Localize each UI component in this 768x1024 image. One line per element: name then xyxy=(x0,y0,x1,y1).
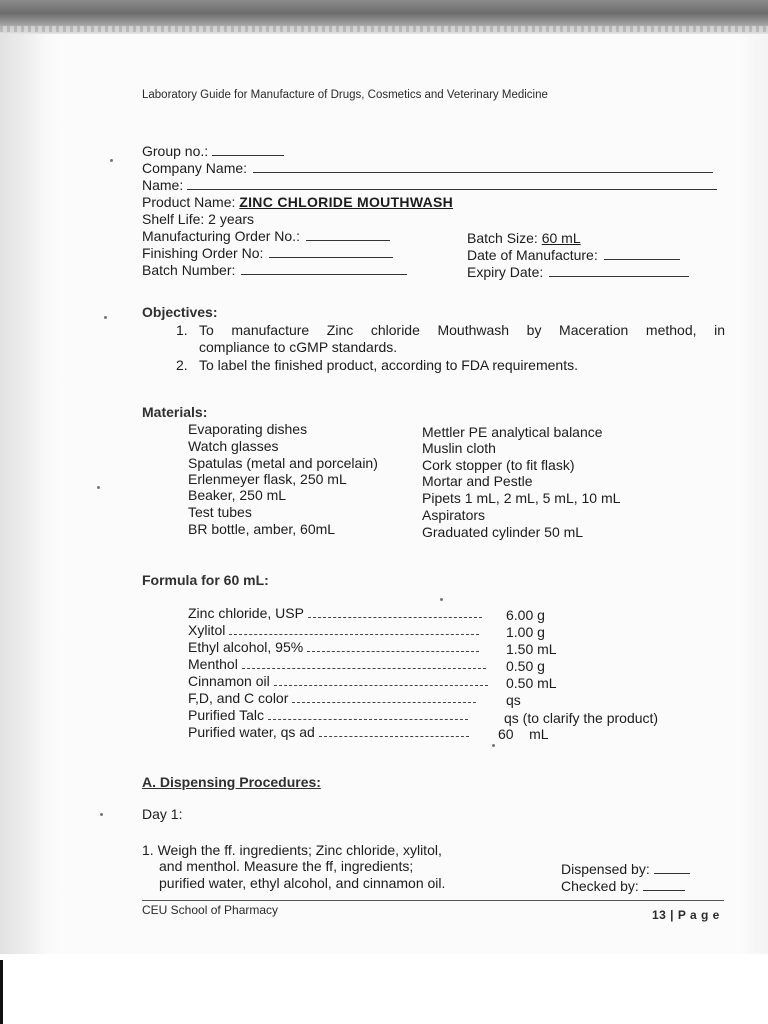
product-label: Product Name: xyxy=(142,194,236,210)
product-value: ZINC CHLORIDE MOUTHWASH xyxy=(239,194,454,210)
ingredient-name: Purified Talc xyxy=(188,707,265,723)
ingredient-name: Cinnamon oil xyxy=(188,673,270,689)
batch-number-label: Batch Number: xyxy=(142,262,236,278)
material-left-6: Test tubes xyxy=(188,504,252,520)
product-field xyxy=(142,194,453,210)
footer-page-number: 13 | P a g e xyxy=(652,908,720,922)
name-blank xyxy=(187,177,717,190)
finishing-order-label: Finishing Order No: xyxy=(142,245,264,261)
material-left-1: Evaporating dishes xyxy=(188,421,308,437)
dispensed-by-field xyxy=(561,861,690,877)
batch-size-field xyxy=(467,230,581,246)
mfg-order-label: Manufacturing Order No.: xyxy=(142,228,300,244)
name-label: Name: xyxy=(142,177,184,193)
ingredient-name: Xylitol xyxy=(188,622,226,638)
expiry-date-label: Expiry Date: xyxy=(467,264,544,280)
material-right-4: Mortar and Pestle xyxy=(422,473,533,489)
date-of-manufacture-blank xyxy=(604,247,680,260)
footer-school: CEU School of Pharmacy xyxy=(142,903,279,917)
date-of-manufacture-label: Date of Manufacture: xyxy=(467,247,598,263)
objective-1-num: 1. xyxy=(176,322,188,338)
scan-speck xyxy=(104,316,107,319)
leader-dots xyxy=(242,658,486,669)
leader-dots xyxy=(292,692,476,703)
scan-left-edge xyxy=(0,34,44,954)
scan-speck xyxy=(492,744,495,747)
ingredient-amount: 60 mL xyxy=(498,726,549,742)
material-left-2: Watch glasses xyxy=(188,438,279,454)
material-left-7: BR bottle, amber, 60mL xyxy=(188,521,336,537)
material-right-7: Graduated cylinder 50 mL xyxy=(422,524,584,540)
leader-dots xyxy=(308,607,482,618)
checked-by-blank xyxy=(643,878,685,891)
date-of-manufacture-field xyxy=(467,247,680,263)
company-field xyxy=(142,160,713,176)
formula-row xyxy=(188,690,480,706)
material-right-6: Aspirators xyxy=(422,507,486,523)
scan-speck xyxy=(440,598,443,601)
formula-heading: Formula for 60 mL: xyxy=(142,572,269,588)
material-left-3: Spatulas (metal and porcelain) xyxy=(188,455,378,471)
formula-row xyxy=(188,673,492,689)
company-blank xyxy=(253,160,713,173)
ingredient-amount: 0.50 mL xyxy=(506,675,557,691)
dispensed-by-blank xyxy=(654,861,690,874)
scan-speck xyxy=(100,813,103,816)
material-left-5: Beaker, 250 mL xyxy=(188,487,287,503)
objective-2-num: 2. xyxy=(176,357,188,373)
ingredient-name: Zinc chloride, USP xyxy=(188,605,304,621)
ingredient-name: Menthol xyxy=(188,656,238,672)
objectives-heading: Objectives: xyxy=(142,304,218,320)
leader-dots xyxy=(274,675,488,686)
ingredient-amount: qs (to clarify the product) xyxy=(504,710,659,726)
material-right-3: Cork stopper (to fit flask) xyxy=(422,457,575,473)
mfg-order-blank xyxy=(306,228,390,241)
company-label: Company Name: xyxy=(142,160,248,176)
mfg-order-field xyxy=(142,228,390,244)
group-blank xyxy=(212,143,284,156)
ingredient-amount: qs xyxy=(506,692,521,708)
formula-row xyxy=(188,622,483,638)
step-line-3: purified water, ethyl alcohol, and cinnamon oil. xyxy=(159,875,446,891)
ingredient-amount: 0.50 g xyxy=(506,658,545,674)
ingredient-name: Purified water, qs ad xyxy=(188,724,315,740)
formula-row xyxy=(188,605,486,621)
name-field xyxy=(142,177,717,193)
formula-row xyxy=(188,724,473,740)
ingredient-name: Ethyl alcohol, 95% xyxy=(188,639,304,655)
leader-dots xyxy=(307,641,479,652)
objective-1-line2: compliance to cGMP standards. xyxy=(199,339,398,355)
leader-dots xyxy=(229,624,479,635)
leader-dots xyxy=(319,726,469,737)
scan-speck xyxy=(97,486,100,489)
checked-by-label: Checked by: xyxy=(561,878,639,894)
leader-dots xyxy=(268,709,468,720)
step-line-1: 1. Weigh the ff. ingredients; Zinc chloride, xylitol, xyxy=(142,842,442,858)
ingredient-name: F,D, and C color xyxy=(188,690,289,706)
footer-rule xyxy=(142,900,724,901)
formula-row xyxy=(188,639,483,655)
batch-size-label: Batch Size: xyxy=(467,230,538,246)
material-left-4: Erlenmeyer flask, 250 mL xyxy=(188,471,347,487)
ingredient-amount: 6.00 g xyxy=(506,607,545,623)
objective-1-line1: To manufacture Zinc chloride Mouthwash by Maceration method, in xyxy=(199,322,725,338)
material-right-2: Muslin cloth xyxy=(422,440,496,456)
finishing-order-field xyxy=(142,245,393,261)
group-field xyxy=(142,143,284,159)
finishing-order-blank xyxy=(269,245,393,258)
batch-number-blank xyxy=(241,262,407,275)
formula-row xyxy=(188,707,472,723)
materials-heading: Materials: xyxy=(142,404,208,420)
shelf-life: Shelf Life: 2 years xyxy=(142,211,255,227)
scan-speck xyxy=(110,159,113,162)
material-right-1: Mettler PE analytical balance xyxy=(422,424,603,440)
day-label: Day 1: xyxy=(142,806,183,822)
step-line-2: and menthol. Measure the ff, ingredients; xyxy=(159,858,414,874)
page-bottom-margin xyxy=(0,954,768,1024)
batch-number-field xyxy=(142,262,407,278)
group-label: Group no.: xyxy=(142,143,209,159)
expiry-date-field xyxy=(467,264,689,280)
material-right-5: Pipets 1 mL, 2 mL, 5 mL, 10 mL xyxy=(422,490,621,506)
objective-2-line1: To label the finished product, according to FDA requirements. xyxy=(199,357,578,373)
ingredient-amount: 1.00 g xyxy=(506,624,545,640)
formula-row xyxy=(188,656,490,672)
scan-top-edge xyxy=(0,0,768,34)
ingredient-amount: 1.50 mL xyxy=(506,641,557,657)
checked-by-field xyxy=(561,878,685,894)
dispensed-by-label: Dispensed by: xyxy=(561,861,650,877)
expiry-date-blank xyxy=(549,264,689,277)
batch-size-value: 60 mL xyxy=(541,230,581,246)
running-header: Laboratory Guide for Manufacture of Drugs, Cosmetics and Veterinary Medicine xyxy=(142,89,548,101)
dispensing-heading: A. Dispensing Procedures: xyxy=(142,774,321,790)
